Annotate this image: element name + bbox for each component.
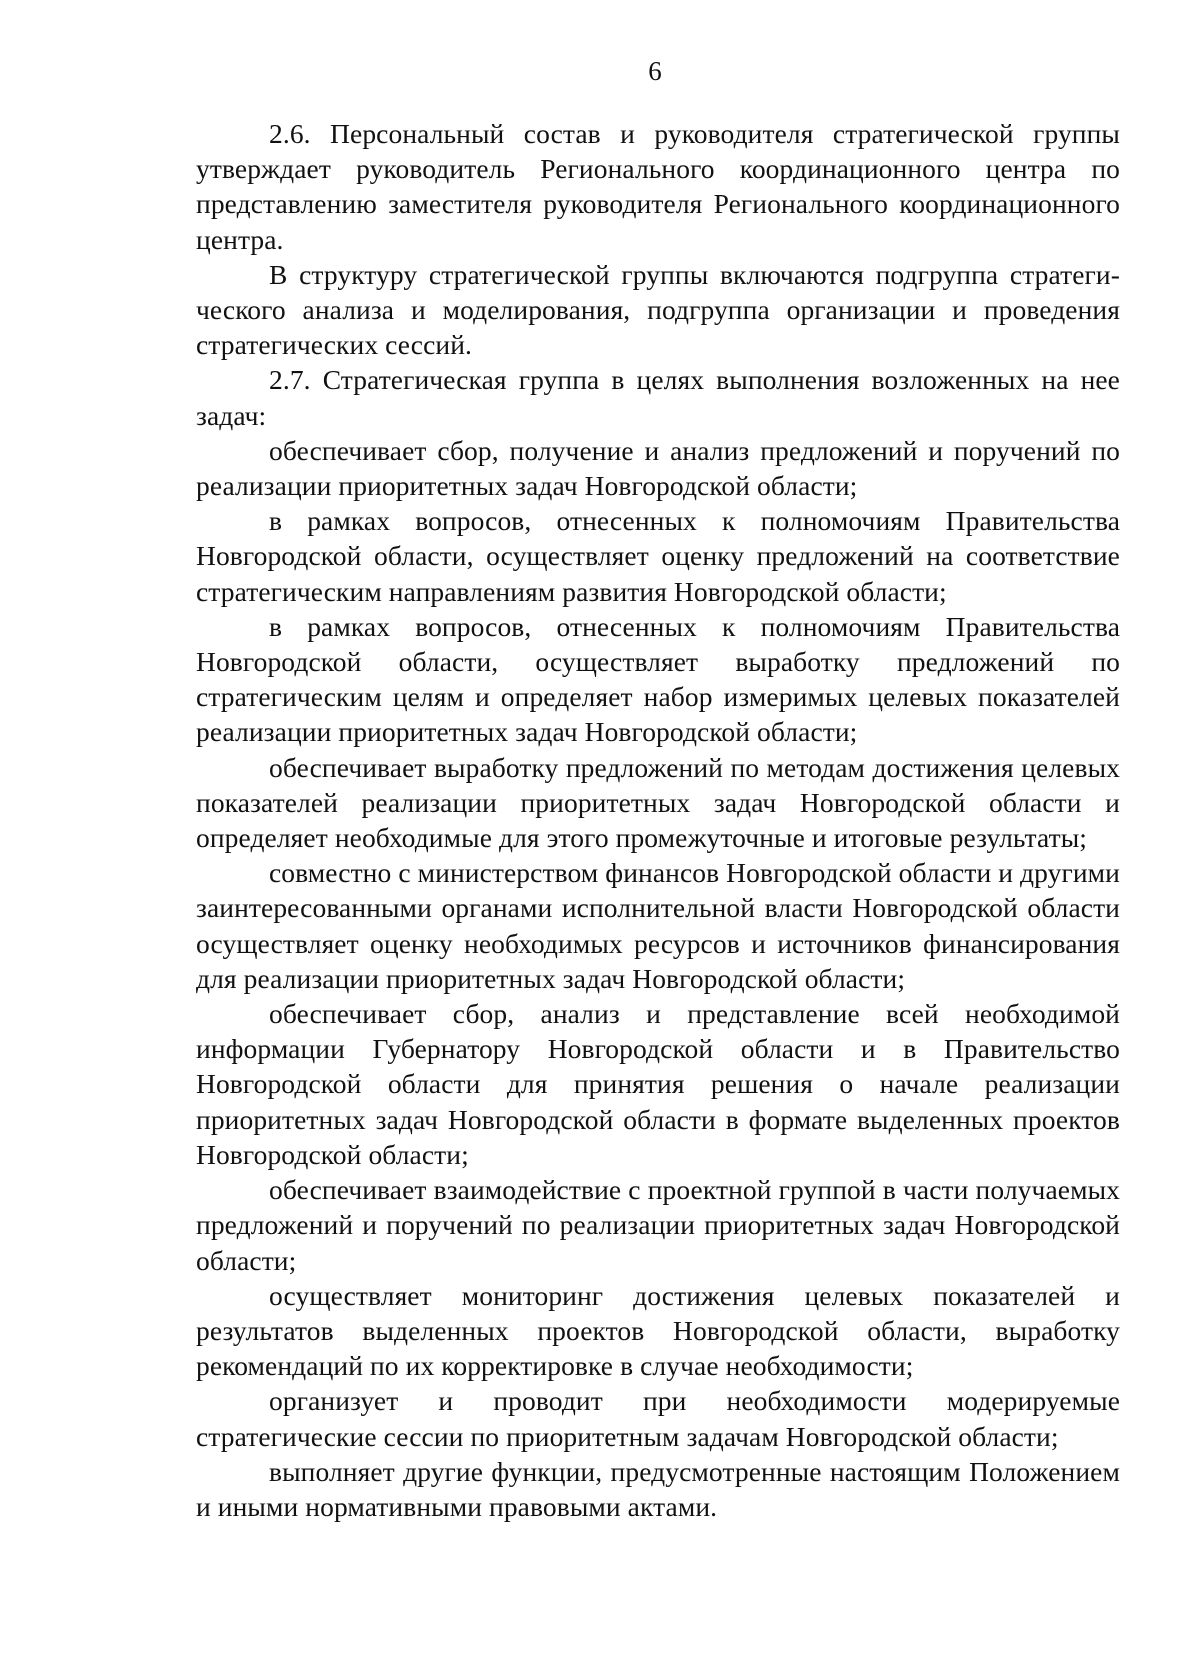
list-item: выполняет другие функции, предусмотренные настоящим Положением и иными нормативными правовыми актами. — [196, 1455, 1120, 1522]
list-item: обеспечивает взаимодействие с проектной группой в части получаемых предложений и поручений по реализации приоритетных задач Новгородской области; — [196, 1174, 1120, 1276]
list-item: обеспечивает выработку предложений по методам достижения целевых показателей реализации приоритетных задач Новгородской области и определяет необходимые для этого промежуточные и итоговые результаты; — [196, 751, 1120, 854]
list-item: в рамках вопросов, отнесенных к полномочиям Правительства Новгородской области, осуществляет оценку предложений на соответствие стратегическим направлениям развития Новгородской области; — [196, 505, 1120, 607]
document-body — [196, 116, 1120, 1524]
paragraph-2-6: 2.6. Персональный состав и руководителя стратегической группы утверждает руководитель Регионального координационного центра по представлению заместителя руководителя Регионального координационного центра. — [196, 118, 1120, 255]
list-item: в рамках вопросов, отнесенных к полномочиям Правительства Новгородской области, осуществляет выработку предложений по стратегическим целям и определяет набор измеримых целевых показателей реализации приоритетных задач Новгородской области; — [196, 610, 1120, 748]
list-item: совместно с министерством финансов Новгородской области и другими заинтересованными органами исполнительной власти Новгородской области осуществляет оценку необходимых ресурсов и источников финансирования для реализации приоритетных задач Новгородской области; — [196, 857, 1120, 994]
list-item: обеспечивает сбор, получение и анализ предложений и поручений по реализации приоритетных задач Новгородской области; — [196, 434, 1120, 502]
list-item: осуществляет мониторинг достижения целевых показателей и результатов выделенных проектов Новгородской области, выработку рекомендаций по их корректировке в случае необходимости; — [196, 1279, 1120, 1382]
list-item: организует и проводит при необходимости модерируемые стратегические сессии по приоритетным задачам Новгородской области; — [196, 1385, 1120, 1452]
paragraph-structure: В структуру стратегической группы включаются подгруппа стратеги-ческого анализа и моделирования, подгруппа организации и проведения стратегических сессий. — [196, 258, 1120, 361]
list-item: обеспечивает сбор, анализ и представление всей необходимой информации Губернатору Новгородской области и в Правительство Новгородской области для принятия решения о начале реализации приоритетных задач Новгородской области в формате выделенных проектов Новгородской области; — [196, 998, 1120, 1170]
page-number: 6 — [648, 56, 662, 86]
paragraph-2-7: 2.7. Стратегическая группа в целях выполнения возложенных на нее задач: — [196, 364, 1120, 431]
